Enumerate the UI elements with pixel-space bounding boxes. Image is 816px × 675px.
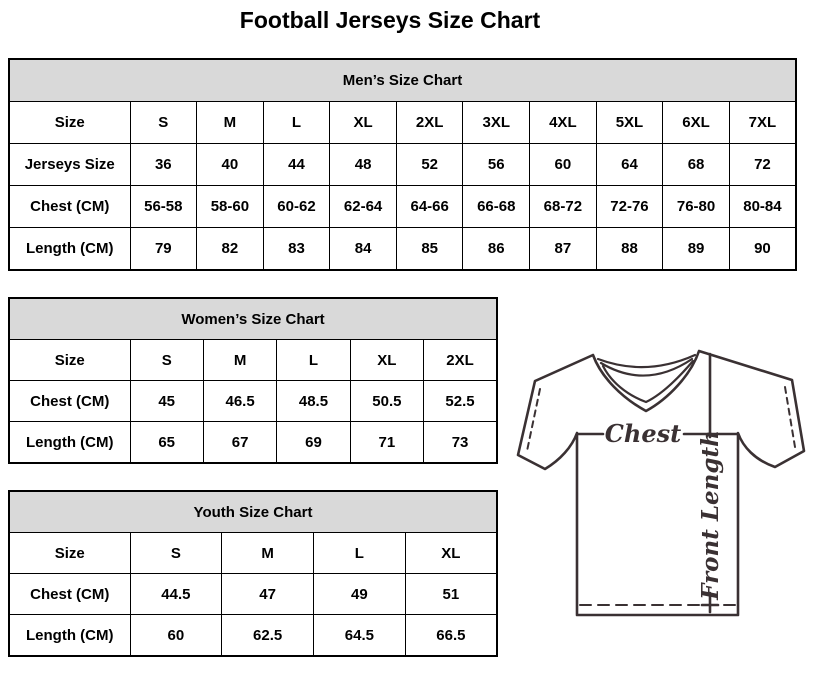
length-cell: 60 <box>130 615 222 657</box>
table-header-row <box>9 298 497 340</box>
chest-cell: 64-66 <box>396 186 463 228</box>
length-cell: 65 <box>130 422 203 464</box>
length-cell: 86 <box>463 228 530 271</box>
row-label: Size <box>9 533 130 574</box>
table-row <box>9 422 497 464</box>
jersey-size-cell: 72 <box>729 144 796 186</box>
size-cell: M <box>197 102 264 144</box>
chest-cell: 66-68 <box>463 186 530 228</box>
mens-size-chart-table <box>8 58 797 271</box>
chest-measure-label: Chest <box>604 419 682 448</box>
table-row <box>9 574 497 615</box>
size-cell: 6XL <box>663 102 730 144</box>
table-row <box>9 102 796 144</box>
length-cell: 79 <box>130 228 197 271</box>
youth-size-chart-table <box>8 490 498 657</box>
length-cell: 87 <box>530 228 597 271</box>
jersey-outline-icon <box>505 333 815 625</box>
chest-cell: 46.5 <box>203 381 276 422</box>
row-label: Chest (CM) <box>9 186 130 228</box>
row-label: Chest (CM) <box>9 381 130 422</box>
size-cell: XL <box>330 102 397 144</box>
chest-cell: 51 <box>405 574 497 615</box>
jersey-size-cell: 68 <box>663 144 730 186</box>
row-label: Jerseys Size <box>9 144 130 186</box>
size-cell: M <box>203 340 276 381</box>
table-header-row <box>9 491 497 533</box>
row-label: Length (CM) <box>9 422 130 464</box>
size-cell: 2XL <box>424 340 497 381</box>
size-cell: XL <box>405 533 497 574</box>
table-row <box>9 533 497 574</box>
size-cell: S <box>130 533 222 574</box>
womens-size-chart-table <box>8 297 498 464</box>
size-cell: XL <box>350 340 423 381</box>
page-title: Football Jerseys Size Chart <box>239 7 541 33</box>
chest-cell: 72-76 <box>596 186 663 228</box>
chest-cell: 60-62 <box>263 186 330 228</box>
length-cell: 73 <box>424 422 497 464</box>
size-cell: S <box>130 340 203 381</box>
length-cell: 83 <box>263 228 330 271</box>
jersey-size-cell: 40 <box>197 144 264 186</box>
size-cell: L <box>263 102 330 144</box>
length-cell: 62.5 <box>222 615 314 657</box>
youth-table-title: Youth Size Chart <box>9 491 497 533</box>
chest-cell: 45 <box>130 381 203 422</box>
size-cell: M <box>222 533 314 574</box>
table-header-row <box>9 59 796 102</box>
length-cell: 66.5 <box>405 615 497 657</box>
chest-cell: 56-58 <box>130 186 197 228</box>
table-row <box>9 381 497 422</box>
chest-cell: 47 <box>222 574 314 615</box>
row-label: Chest (CM) <box>9 574 130 615</box>
table-row <box>9 615 497 657</box>
table-row <box>9 186 796 228</box>
length-cell: 69 <box>277 422 350 464</box>
size-cell: L <box>277 340 350 381</box>
table-row <box>9 144 796 186</box>
chest-cell: 58-60 <box>197 186 264 228</box>
front-length-measure-label: Front Length <box>697 430 724 600</box>
jersey-size-cell: 52 <box>396 144 463 186</box>
chest-cell: 50.5 <box>350 381 423 422</box>
length-cell: 67 <box>203 422 276 464</box>
jersey-size-cell: 56 <box>463 144 530 186</box>
jersey-size-cell: 64 <box>596 144 663 186</box>
size-cell: 3XL <box>463 102 530 144</box>
mens-table-title: Men’s Size Chart <box>9 59 796 102</box>
length-cell: 90 <box>729 228 796 271</box>
length-cell: 82 <box>197 228 264 271</box>
jersey-size-cell: 48 <box>330 144 397 186</box>
table-row <box>9 228 796 271</box>
table-row <box>9 340 497 381</box>
chest-cell: 80-84 <box>729 186 796 228</box>
row-label: Length (CM) <box>9 615 130 657</box>
row-label: Size <box>9 340 130 381</box>
length-cell: 85 <box>396 228 463 271</box>
jersey-size-cell: 60 <box>530 144 597 186</box>
chest-cell: 62-64 <box>330 186 397 228</box>
length-cell: 89 <box>663 228 730 271</box>
chest-cell: 49 <box>314 574 406 615</box>
chest-cell: 76-80 <box>663 186 730 228</box>
chest-cell: 68-72 <box>530 186 597 228</box>
chest-cell: 48.5 <box>277 381 350 422</box>
womens-table-title: Women’s Size Chart <box>9 298 497 340</box>
size-cell: L <box>314 533 406 574</box>
jersey-size-cell: 44 <box>263 144 330 186</box>
length-cell: 71 <box>350 422 423 464</box>
row-label: Length (CM) <box>9 228 130 271</box>
row-label: Size <box>9 102 130 144</box>
length-cell: 84 <box>330 228 397 271</box>
length-cell: 88 <box>596 228 663 271</box>
chest-cell: 44.5 <box>130 574 222 615</box>
chest-cell: 52.5 <box>424 381 497 422</box>
length-cell: 64.5 <box>314 615 406 657</box>
jersey-measurement-diagram <box>505 333 815 630</box>
size-cell: 2XL <box>396 102 463 144</box>
size-cell: 4XL <box>530 102 597 144</box>
jersey-size-cell: 36 <box>130 144 197 186</box>
size-cell: 5XL <box>596 102 663 144</box>
size-cell: S <box>130 102 197 144</box>
size-cell: 7XL <box>729 102 796 144</box>
